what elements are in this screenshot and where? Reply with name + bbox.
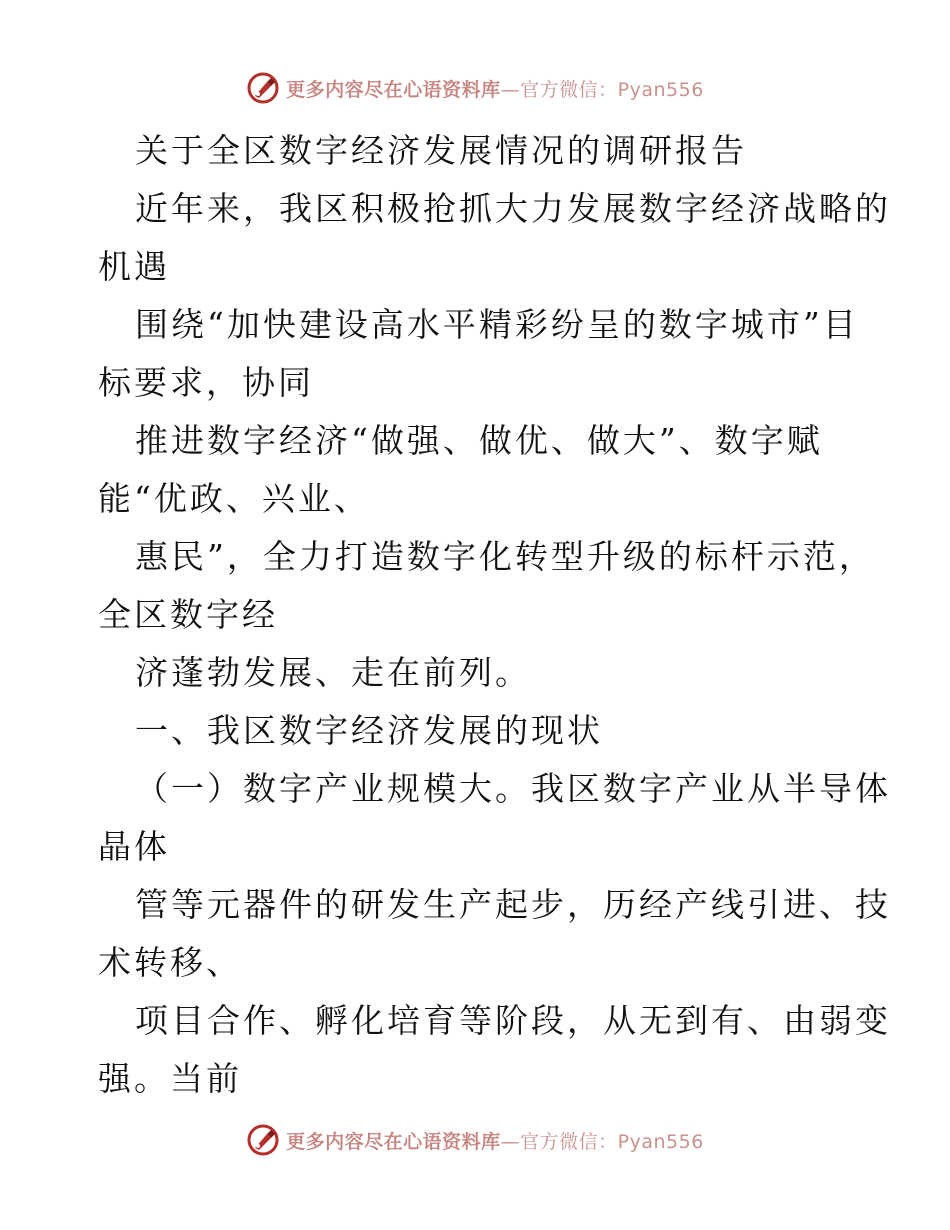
body-line: 围绕“加快建设高水平精彩纷呈的数字城市”目 — [135, 305, 859, 344]
body-line: 标要求，协同 — [98, 363, 314, 402]
watermark-dash: — — [500, 1130, 521, 1153]
section-heading: 一、我区数字经济发展的现状 — [135, 711, 603, 750]
body-line: 管等元器件的研发生产起步，历经产线引进、技 — [135, 885, 891, 924]
body-line: 能“优政、兴业、 — [98, 479, 370, 518]
body-line: 晶体 — [98, 827, 170, 866]
header-watermark — [0, 68, 950, 108]
body-line: 近年来，我区积极抢抓大力发展数字经济战略的 — [135, 189, 891, 228]
document-body — [98, 122, 891, 1108]
watermark-text — [286, 75, 704, 102]
pen-logo-icon — [246, 1123, 280, 1157]
watermark-wechat: 官方微信：Pyan556 — [520, 1130, 704, 1153]
watermark-wechat: 官方微信：Pyan556 — [520, 78, 704, 101]
watermark-dash: — — [500, 78, 521, 101]
watermark-site: 更多内容尽在心语资料库 — [286, 1130, 501, 1153]
body-line: 强。当前 — [98, 1059, 242, 1098]
body-line: 全区数字经 — [98, 595, 278, 634]
body-line: 惠民”，全力打造数字化转型升级的标杆示范， — [135, 537, 875, 576]
watermark-site: 更多内容尽在心语资料库 — [286, 78, 501, 101]
subsection-line: （一）数字产业规模大。我区数字产业从半导体 — [135, 769, 891, 808]
report-title: 关于全区数字经济发展情况的调研报告 — [135, 131, 747, 170]
body-line: 项目合作、孵化培育等阶段，从无到有、由弱变 — [135, 1001, 891, 1040]
body-line: 机遇 — [98, 247, 170, 286]
body-line: 推进数字经济“做强、做优、做大”、数字赋 — [135, 421, 823, 460]
footer-watermark — [0, 1120, 950, 1160]
body-line: 济蓬勃发展、走在前列。 — [135, 653, 531, 692]
body-line: 术转移、 — [98, 943, 242, 982]
pen-logo-icon — [246, 71, 280, 105]
watermark-text — [286, 1127, 704, 1154]
